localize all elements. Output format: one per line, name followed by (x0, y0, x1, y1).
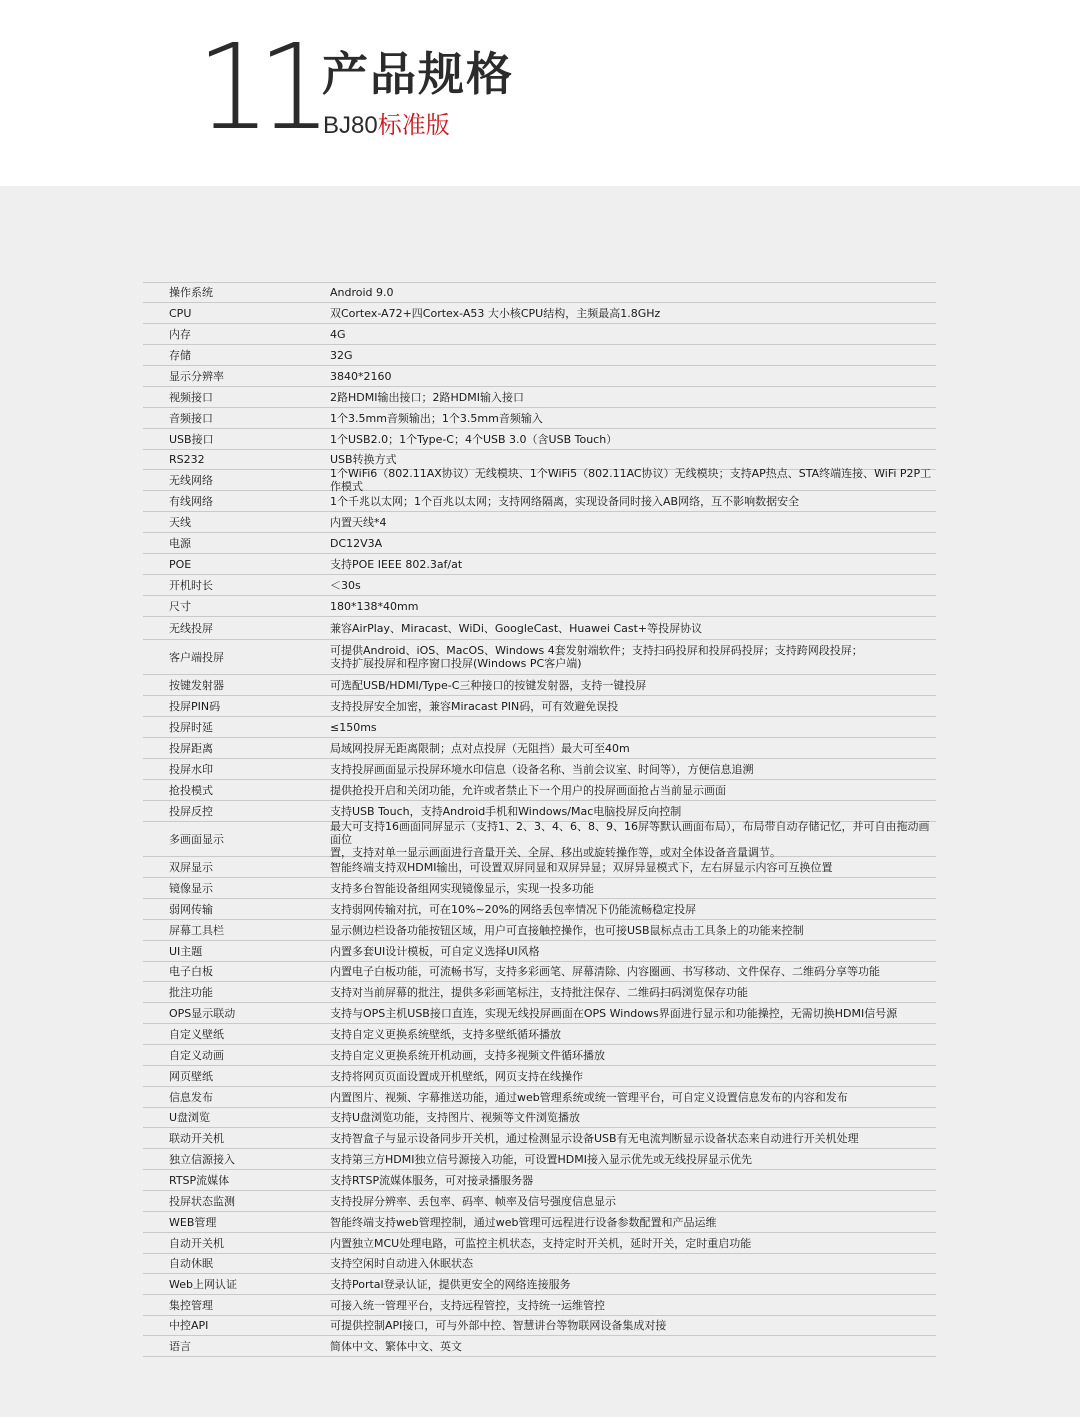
model-name: BJ80 (323, 112, 378, 139)
spec-label: OPS显示联动 (169, 1006, 236, 1020)
spec-value: 2路HDMI输出接口；2路HDMI输入接口 (330, 390, 524, 404)
spec-row (143, 345, 936, 366)
spec-label: 投屏水印 (169, 762, 213, 776)
spec-row (143, 491, 936, 512)
spec-value: 双Cortex-A72+四Cortex-A53 大小核CPU结构，主频最高1.8GHz (330, 306, 661, 320)
spec-value: 支持USB Touch，支持Android手机和Windows/Mac电脑投屏反向控制 (330, 804, 682, 818)
spec-label: 投屏状态监测 (169, 1194, 235, 1208)
spec-row (143, 1045, 936, 1066)
spec-label: 投屏时延 (169, 720, 213, 734)
spec-label: 存储 (169, 348, 191, 362)
spec-label: CPU (169, 306, 192, 320)
spec-label: RTSP流媒体 (169, 1173, 230, 1187)
spec-label: 电源 (169, 536, 191, 550)
spec-row (143, 1003, 936, 1024)
spec-label: U盘浏览 (169, 1111, 211, 1124)
spec-row (143, 696, 936, 717)
spec-value: 内置电子白板功能，可流畅书写，支持多彩画笔、屏幕清除、内容圈画、书写移动、文件保存、二维码分享等功能 (330, 965, 880, 978)
spec-row (143, 324, 936, 345)
spec-row (143, 429, 936, 450)
spec-row (143, 1274, 936, 1295)
spec-value: 180*138*40mm (330, 599, 419, 613)
spec-label: UI主题 (169, 944, 203, 958)
spec-label: 天线 (169, 515, 191, 529)
spec-label: 按键发射器 (169, 678, 224, 692)
spec-label: 无线投屏 (169, 621, 213, 635)
spec-value: 简体中文、繁体中文、英文 (330, 1339, 462, 1353)
spec-value: 1个WiFi6（802.11AX协议）无线模块、1个WiFi5（802.11AC协议）无线模块；支持AP热点、STA终端连接、WiFi P2P工作模式 (330, 467, 932, 493)
spec-row (143, 717, 936, 738)
spec-value: 可选配USB/HDMI/Type-C三种接口的按键发射器，支持一键投屏 (330, 678, 647, 692)
spec-row (143, 1316, 936, 1336)
spec-row (143, 1024, 936, 1045)
page-title: 产品规格 (322, 47, 514, 101)
spec-value: 内置图片、视频、字幕推送功能，通过web管理系统或统一管理平台，可自定义设置信息发布的内容和发布 (330, 1090, 848, 1104)
spec-row (143, 780, 936, 801)
spec-table (143, 282, 936, 1357)
spec-value: 智能终端支持双HDMI输出，可设置双屏同显和双屏异显；双屏异显模式下，左右屏显示内容可互换位置 (330, 860, 833, 874)
spec-value: 1个千兆以太网；1个百兆以太网；支持网络隔离，实现设备同时接入AB网络，互不影响数据安全 (330, 494, 800, 508)
spec-row (143, 920, 936, 941)
spec-label: 中控API (169, 1319, 209, 1332)
spec-value: 内置天线*4 (330, 515, 387, 529)
spec-row (143, 1087, 936, 1108)
spec-row (143, 941, 936, 962)
spec-value: 支持多台智能设备组网实现镜像显示，实现一投多功能 (330, 881, 594, 895)
spec-value: 兼容AirPlay、Miracast、WiDi、GoogleCast、Huawei Cast+等投屏协议 (330, 621, 703, 635)
spec-label: 客户端投屏 (169, 650, 224, 664)
spec-row (143, 575, 936, 596)
spec-value: 支持POE IEEE 802.3af/at (330, 557, 463, 571)
spec-value: 支持智盒子与显示设备同步开关机，通过检测显示设备USB有无电流判断显示设备状态来自动进行开关机处理 (330, 1131, 859, 1145)
spec-row (143, 982, 936, 1003)
spec-row (143, 675, 936, 696)
spec-row (143, 1233, 936, 1254)
page-subtitle (323, 111, 450, 141)
spec-label: 双屏显示 (169, 860, 213, 874)
spec-row (143, 857, 936, 878)
spec-row (143, 512, 936, 533)
spec-row (143, 283, 936, 303)
spec-value: 支持RTSP流媒体服务，可对接录播服务器 (330, 1173, 534, 1187)
spec-value: 32G (330, 348, 353, 362)
spec-row (143, 1191, 936, 1212)
spec-value: 可提供Android、iOS、MacOS、Windows 4套发射端软件；支持扫码投屏和投屏码投屏；支持跨网段投屏； 支持扩展投屏和程序窗口投屏(Windows PC客户端) (330, 644, 863, 670)
spec-value: Android 9.0 (330, 286, 394, 299)
spec-label: 自动休眠 (169, 1257, 213, 1270)
spec-label: 尺寸 (169, 599, 191, 613)
spec-row (143, 387, 936, 408)
spec-label: 集控管理 (169, 1298, 213, 1312)
spec-label: 网页壁纸 (169, 1069, 213, 1083)
spec-row (143, 819, 936, 859)
spec-row (143, 366, 936, 387)
spec-row (143, 1295, 936, 1316)
spec-value: 支持与OPS主机USB接口直连，实现无线投屏画面在OPS Windows界面进行显示和功能操控，无需切换HDMI信号源 (330, 1006, 898, 1020)
spec-label: 操作系统 (169, 286, 213, 299)
spec-row (143, 962, 936, 982)
spec-row (143, 533, 936, 554)
spec-row (143, 554, 936, 575)
spec-value: 支持对当前屏幕的批注，提供多彩画笔标注，支持批注保存、二维码扫码浏览保存功能 (330, 985, 748, 999)
spec-row (143, 1170, 936, 1191)
spec-value: 支持Portal登录认证，提供更安全的网络连接服务 (330, 1277, 571, 1291)
spec-value: 显示侧边栏设备功能按钮区域，用户可直接触控操作，也可接USB鼠标点击工具条上的功能来控制 (330, 923, 804, 937)
spec-value: 可接入统一管理平台，支持远程管控，支持统一运维管控 (330, 1298, 605, 1312)
spec-label: 独立信源接入 (169, 1152, 235, 1166)
spec-value: 支持自定义更换系统壁纸，支持多壁纸循环播放 (330, 1027, 561, 1041)
spec-value: 支持投屏安全加密，兼容Miracast PIN码，可有效避免误投 (330, 699, 619, 713)
spec-label: 开机时长 (169, 578, 213, 592)
spec-label: 抢投模式 (169, 783, 213, 797)
spec-label: 投屏PIN码 (169, 699, 221, 713)
spec-row (143, 738, 936, 759)
spec-value: 智能终端支持web管理控制，通过web管理可远程进行设备参数配置和产品运维 (330, 1215, 717, 1229)
spec-label: 电子白板 (169, 965, 213, 978)
spec-label: 投屏距离 (169, 741, 213, 755)
spec-value: 内置多套UI设计模板，可自定义选择UI风格 (330, 944, 540, 958)
spec-value: ＜30s (330, 578, 361, 592)
spec-label: 投屏反控 (169, 804, 213, 818)
spec-label: 自定义壁纸 (169, 1027, 224, 1041)
spec-label: 自动开关机 (169, 1236, 224, 1250)
spec-label: 镜像显示 (169, 881, 213, 895)
spec-value: 可提供控制API接口，可与外部中控、智慧讲台等物联网设备集成对接 (330, 1319, 667, 1332)
spec-value: 提供抢投开启和关闭功能，允许或者禁止下一个用户的投屏画面抢占当前显示画面 (330, 783, 726, 797)
spec-value: 局域网投屏无距离限制；点对点投屏（无阻挡）最大可至40m (330, 741, 630, 755)
spec-label: 屏幕工具栏 (169, 923, 224, 937)
header-band (0, 0, 1080, 186)
spec-label: 信息发布 (169, 1090, 213, 1104)
spec-value: 支持将网页页面设置成开机壁纸，网页支持在线操作 (330, 1069, 583, 1083)
spec-label: 视频接口 (169, 390, 213, 404)
spec-value: 支持自定义更换系统开机动画，支持多视频文件循环播放 (330, 1048, 605, 1062)
spec-row (143, 1212, 936, 1233)
spec-label: WEB管理 (169, 1215, 217, 1229)
spec-label: 弱网传输 (169, 902, 213, 916)
spec-value: 支持第三方HDMI独立信号源接入功能，可设置HDMI接入显示优先或无线投屏显示优先 (330, 1152, 752, 1166)
spec-label: 内存 (169, 327, 191, 341)
spec-label: 批注功能 (169, 985, 213, 999)
edition-name: 标准版 (377, 112, 450, 139)
spec-row (143, 303, 936, 324)
spec-label: 有线网络 (169, 494, 213, 508)
spec-value: DC12V3A (330, 536, 383, 550)
spec-label: 音频接口 (169, 411, 213, 425)
spec-row (143, 899, 936, 920)
spec-row (143, 467, 936, 493)
spec-row (143, 1336, 936, 1357)
spec-label: 显示分辨率 (169, 369, 224, 383)
spec-label: Web上网认证 (169, 1277, 237, 1291)
spec-value: ≤150ms (330, 720, 377, 734)
spec-row (143, 408, 936, 429)
spec-label: 多画面显示 (169, 832, 224, 846)
spec-label: POE (169, 557, 192, 571)
spec-value: USB转换方式 (330, 453, 397, 466)
spec-value: 支持投屏分辨率、丢包率、码率、帧率及信号强度信息显示 (330, 1194, 616, 1208)
spec-value: 1个USB2.0；1个Type-C；4个USB 3.0（含USB Touch） (330, 432, 618, 446)
spec-row (143, 617, 936, 640)
spec-value: 最大可支持16画面同屏显示（支持1、2、3、4、6、8、9、16屏等默认画面布局），布局带自动存储记忆，并可自由拖动画面位 置，支持对单一显示画面进行音量开关、全屏、移出或旋转操作等，或对全体设备音量调节。 (330, 819, 930, 859)
spec-label: RS232 (169, 453, 205, 466)
spec-row (143, 596, 936, 617)
spec-label: 无线网络 (169, 473, 213, 487)
spec-value: 支持空闲时自动进入休眠状态 (330, 1257, 473, 1270)
spec-row (143, 1108, 936, 1128)
spec-label: 语言 (169, 1339, 191, 1353)
spec-row (143, 1254, 936, 1274)
spec-value: 支持弱网传输对抗，可在10%~20%的网络丢包率情况下仍能流畅稳定投屏 (330, 902, 697, 916)
spec-value: 支持投屏画面显示投屏环境水印信息（设备名称、当前会议室、时间等），方便信息追溯 (330, 762, 754, 776)
spec-row (143, 1066, 936, 1087)
spec-value: 4G (330, 327, 346, 341)
spec-label: USB接口 (169, 432, 214, 446)
spec-row (143, 759, 936, 780)
spec-value: 3840*2160 (330, 369, 392, 383)
spec-value: 支持U盘浏览功能，支持图片、视频等文件浏览播放 (330, 1111, 581, 1124)
spec-value: 内置独立MCU处理电路，可监控主机状态，支持定时开关机，延时开关，定时重启功能 (330, 1236, 752, 1250)
spec-row (143, 878, 936, 899)
section-number: 11 (196, 18, 319, 156)
spec-row (143, 1128, 936, 1149)
spec-row (143, 640, 936, 675)
spec-row (143, 1149, 936, 1170)
spec-label: 联动开关机 (169, 1131, 224, 1145)
spec-value: 1个3.5mm音频输出；1个3.5mm音频输入 (330, 411, 543, 425)
spec-label: 自定义动画 (169, 1048, 224, 1062)
